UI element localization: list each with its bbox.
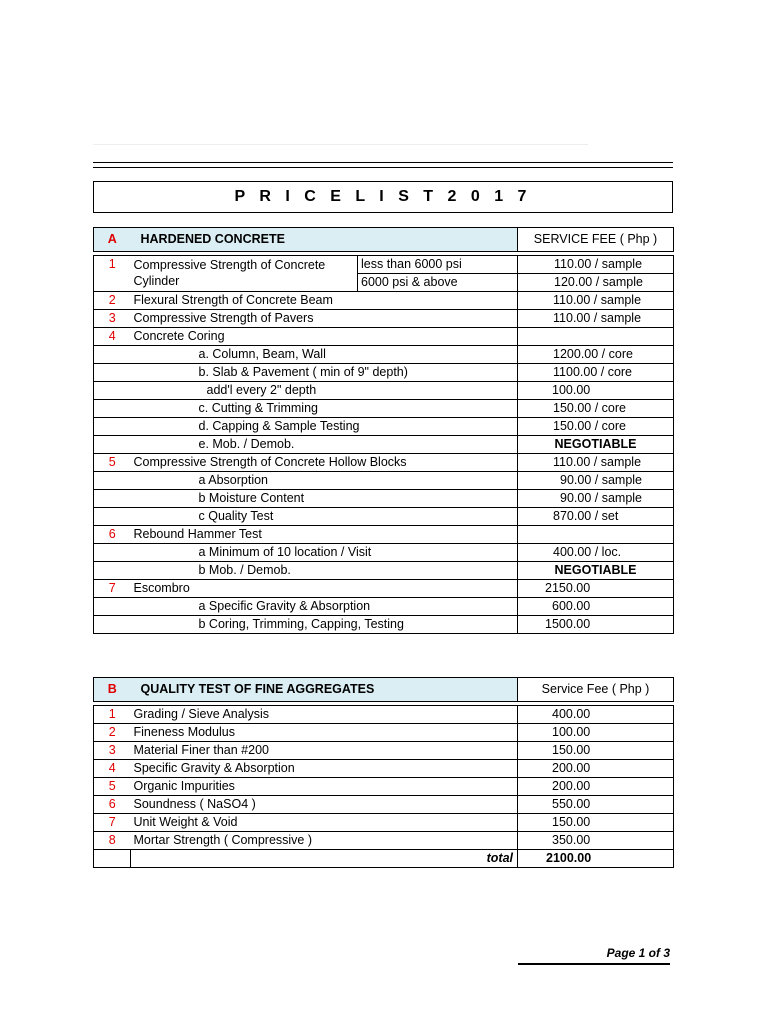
row-number [94,400,131,418]
total-row [94,850,674,868]
table-row [94,706,674,724]
table-row [94,400,674,418]
section-b-fee-header: Service Fee ( Php ) [518,678,674,702]
row-label: a Specific Gravity & Absorption [131,598,518,616]
footer-rule [518,963,670,965]
row-number [94,382,131,400]
row-number [94,616,131,634]
row-label: b Moisture Content [131,490,518,508]
row-fee: 150.00 [518,814,674,832]
table-row [94,418,674,436]
table-row [94,328,674,346]
row-number: 1 [94,706,131,724]
row-label-line1: Compressive Strength of Concrete [133,258,326,272]
row-fee: NEGOTIABLE [518,562,674,580]
section-b-table [93,677,674,868]
table-row [94,382,674,400]
row-number: 7 [94,814,131,832]
table-row [94,760,674,778]
row-number: 4 [94,760,131,778]
row-label: add'l every 2" depth [131,382,518,400]
row-label: Specific Gravity & Absorption [131,760,518,778]
section-a-header [94,228,674,252]
top-rule-thin [93,144,588,145]
row-number: 5 [94,454,131,472]
row-number [94,544,131,562]
table-row [94,832,674,850]
row-number [94,562,131,580]
row-fee: 870.00 / set [518,508,674,526]
row-fee: 90.00 / sample [518,490,674,508]
row-label: Fineness Modulus [131,724,518,742]
top-rule-2 [93,167,673,168]
row-fee: 150.00 [518,742,674,760]
row-label: Grading / Sieve Analysis [131,706,518,724]
table-row [94,490,674,508]
table-row [94,742,674,760]
row-number: 6 [94,796,131,814]
row-label: c Quality Test [131,508,518,526]
row-fee: 400.00 [518,706,674,724]
table-row [94,346,674,364]
table-row [94,778,674,796]
row-number: 3 [94,742,131,760]
table-row [94,616,674,634]
table-row [94,364,674,382]
row-number [94,364,131,382]
row-label: b Mob. / Demob. [131,562,518,580]
row-label: Organic Impurities [131,778,518,796]
row-label: c. Cutting & Trimming [131,400,518,418]
row-number: 2 [94,724,131,742]
table-row [94,508,674,526]
row-label: Compressive Strength of Pavers [131,310,518,328]
row-fee: 150.00 / core [518,418,674,436]
table-row [94,256,674,274]
row-fee [518,526,674,544]
row-number [94,472,131,490]
row-fee: 120.00 / sample [518,274,674,292]
table-row [94,814,674,832]
row-fee: 150.00 / core [518,400,674,418]
section-a-fee-header: SERVICE FEE ( Php ) [518,228,674,252]
row-label [131,256,358,292]
table-row [94,472,674,490]
table-row [94,310,674,328]
table-row [94,796,674,814]
table-row [94,724,674,742]
row-fee: 400.00 / loc. [518,544,674,562]
row-label: Concrete Coring [131,328,518,346]
row-label: Escombro [131,580,518,598]
row-label: d. Capping & Sample Testing [131,418,518,436]
section-a-title: HARDENED CONCRETE [131,228,518,252]
row-label: Material Finer than #200 [131,742,518,760]
row-fee: 550.00 [518,796,674,814]
row-number [94,490,131,508]
row-fee: 200.00 [518,778,674,796]
row-label: Rebound Hammer Test [131,526,518,544]
table-row [94,436,674,454]
section-a-letter: A [94,228,131,252]
row-label: a Minimum of 10 location / Visit [131,544,518,562]
table-row [94,598,674,616]
row-label: b. Slab & Pavement ( min of 9" depth) [131,364,518,382]
row-fee: 1500.00 [518,616,674,634]
row-number [94,508,131,526]
row-number [94,436,131,454]
row-number: 8 [94,832,131,850]
section-b-header [94,678,674,702]
top-rule-1 [93,162,673,163]
row-label-line2: Cylinder [133,274,180,288]
page-number: Page 1 of 3 [606,946,670,960]
total-label: total [131,850,518,868]
row-fee: 110.00 / sample [518,292,674,310]
table-row [94,544,674,562]
row-number: 4 [94,328,131,346]
row-number [94,346,131,364]
row-fee: 90.00 / sample [518,472,674,490]
total-value: 2100.00 [518,850,674,868]
row-label: Mortar Strength ( Compressive ) [131,832,518,850]
row-fee: 1100.00 / core [518,364,674,382]
row-label: Flexural Strength of Concrete Beam [131,292,518,310]
row-fee: 1200.00 / core [518,346,674,364]
table-row [94,580,674,598]
row-number: 6 [94,526,131,544]
row-label: Unit Weight & Void [131,814,518,832]
row-number [94,418,131,436]
row-label: b Coring, Trimming, Capping, Testing [131,616,518,634]
row-fee: 100.00 [518,382,674,400]
option-label: 6000 psi & above [358,274,518,292]
table-row [94,526,674,544]
row-number: 1 [94,256,131,292]
row-number: 5 [94,778,131,796]
row-label: a. Column, Beam, Wall [131,346,518,364]
row-number: 7 [94,580,131,598]
table-row [94,292,674,310]
option-label: less than 6000 psi [358,256,518,274]
row-fee: NEGOTIABLE [518,436,674,454]
section-a-table [93,227,674,634]
row-label: a Absorption [131,472,518,490]
page-title: P R I C E L I S T 2 0 1 7 [93,181,673,213]
row-fee: 200.00 [518,760,674,778]
row-number: 2 [94,292,131,310]
row-fee: 600.00 [518,598,674,616]
table-row [94,454,674,472]
row-fee: 110.00 / sample [518,454,674,472]
table-row [94,562,674,580]
row-label: e. Mob. / Demob. [131,436,518,454]
row-fee: 110.00 / sample [518,256,674,274]
row-label: Compressive Strength of Concrete Hollow Blocks [131,454,518,472]
section-b-letter: B [94,678,131,702]
row-fee: 350.00 [518,832,674,850]
row-number: 3 [94,310,131,328]
row-label: Soundness ( NaSO4 ) [131,796,518,814]
section-b-title: QUALITY TEST OF FINE AGGREGATES [131,678,518,702]
row-fee: 110.00 / sample [518,310,674,328]
row-fee: 100.00 [518,724,674,742]
row-number [94,598,131,616]
row-fee [518,328,674,346]
row-fee: 2150.00 [518,580,674,598]
